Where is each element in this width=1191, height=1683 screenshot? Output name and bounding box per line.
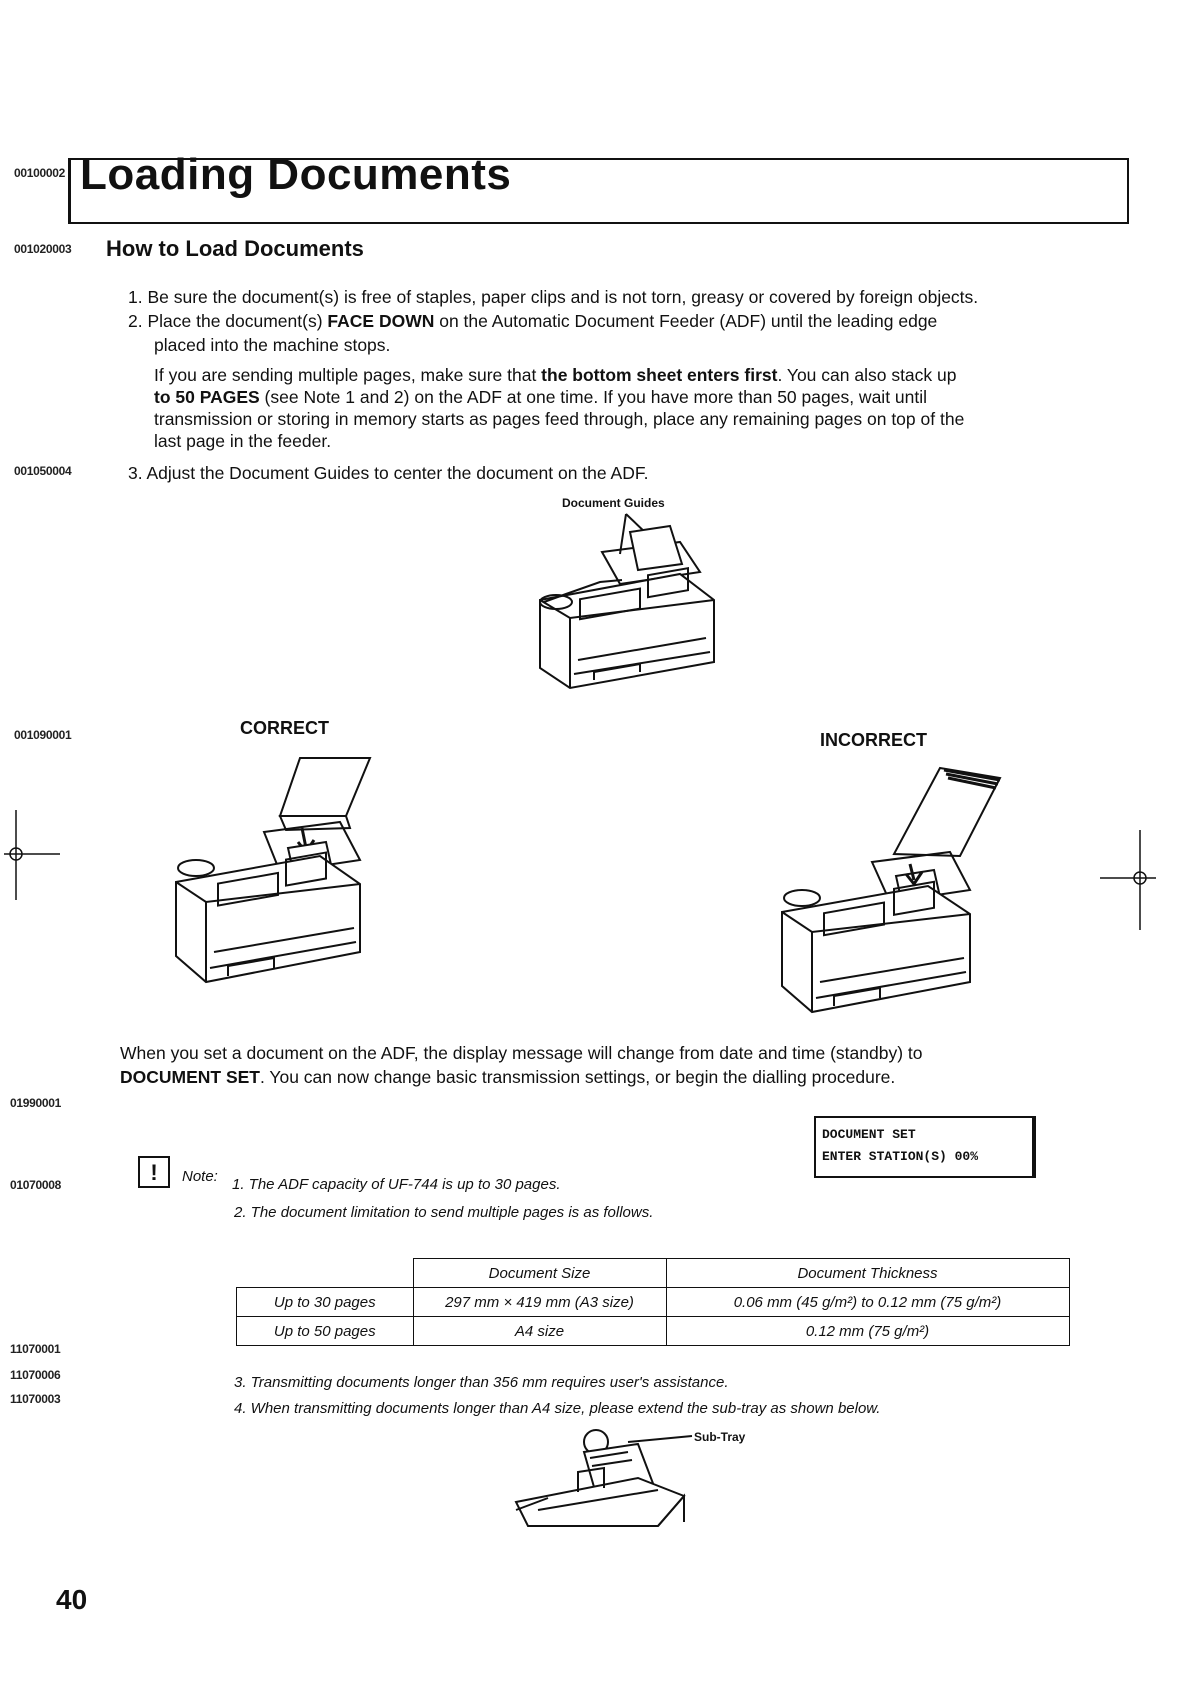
table-cell: Up to 50 pages <box>237 1317 414 1346</box>
margin-code-display: 01990001 <box>10 1096 61 1110</box>
subtray-label: Sub-Tray <box>694 1430 746 1444</box>
table-header-thickness: Document Thickness <box>666 1259 1069 1288</box>
step-2-para-2: to 50 PAGES (see Note 1 and 2) on the ADF at one time. If you have more than 50 pages, wait until <box>154 387 928 407</box>
step-2-para-3: transmission or storing in memory starts as pages feed through, place any remaining pages on top of the <box>154 409 965 429</box>
step-2-cont: placed into the machine stops. <box>154 335 391 355</box>
correct-label: CORRECT <box>240 718 329 738</box>
margin-code-note3: 11070001 <box>10 1342 61 1356</box>
note-4: 4. When transmitting documents longer than A4 size, please extend the sub-tray as shown below. <box>234 1400 881 1417</box>
document-limits-table <box>236 1258 1070 1346</box>
table-header-row <box>237 1259 1070 1288</box>
margin-code-note4a: 11070006 <box>10 1368 61 1382</box>
section-heading: How to Load Documents <box>106 236 364 261</box>
registration-mark-right <box>1100 830 1160 930</box>
note-2: 2. The document limitation to send multiple pages is as follows. <box>234 1204 654 1221</box>
table-cell: 0.06 mm (45 g/m²) to 0.12 mm (75 g/m²) <box>666 1288 1069 1317</box>
note-1: 1. The ADF capacity of UF-744 is up to 30 pages. <box>232 1176 561 1193</box>
lcd-line-2: ENTER STATION(S) 00% <box>822 1149 979 1164</box>
step-1: 1. Be sure the document(s) is free of staples, paper clips and is not torn, greasy or covered by foreign objects. <box>128 287 979 307</box>
margin-code-note: 01070008 <box>10 1178 61 1192</box>
table-cell: Up to 30 pages <box>237 1288 414 1317</box>
display-paragraph-line-2: DOCUMENT SET. You can now change basic transmission settings, or begin the dialling procedure. <box>120 1067 896 1087</box>
margin-code-step3: 001050004 <box>14 464 72 478</box>
lcd-display <box>814 1116 1036 1178</box>
fax-machine-correct-illustration <box>170 756 380 1008</box>
margin-code-subhead: 001020003 <box>14 242 72 256</box>
table-row <box>237 1288 1070 1317</box>
fax-machine-guides-illustration <box>530 512 730 712</box>
incorrect-label: INCORRECT <box>820 730 927 750</box>
subtray-illustration <box>508 1422 708 1534</box>
note-icon: ! <box>138 1156 170 1188</box>
table-row <box>237 1317 1070 1346</box>
document-guides-label: Document Guides <box>562 496 665 510</box>
margin-code-note4b: 11070003 <box>10 1392 61 1406</box>
margin-code-title: 00100002 <box>14 166 65 180</box>
step-3: 3. Adjust the Document Guides to center the document on the ADF. <box>128 463 649 483</box>
table-header-blank <box>237 1259 414 1288</box>
note-3: 3. Transmitting documents longer than 356 mm requires user's assistance. <box>234 1374 729 1391</box>
page-number: 40 <box>56 1584 88 1615</box>
table-cell: A4 size <box>413 1317 666 1346</box>
step-2-para-4: last page in the feeder. <box>154 431 332 451</box>
fax-machine-incorrect-illustration <box>774 766 1004 1038</box>
display-paragraph-line-1: When you set a document on the ADF, the display message will change from date and time (standby) to <box>120 1043 923 1063</box>
margin-code-correct: 001090001 <box>14 728 72 742</box>
step-2: 2. Place the document(s) FACE DOWN on the Automatic Document Feeder (ADF) until the leading edge <box>128 311 938 331</box>
table-header-size: Document Size <box>413 1259 666 1288</box>
lcd-line-1: DOCUMENT SET <box>822 1127 916 1142</box>
table-cell: 297 mm × 419 mm (A3 size) <box>413 1288 666 1317</box>
table-cell: 0.12 mm (75 g/m²) <box>666 1317 1069 1346</box>
registration-mark-left <box>4 810 64 900</box>
note-label: Note: <box>182 1168 218 1185</box>
page-title: Loading Documents <box>80 150 512 199</box>
step-2-para-1: If you are sending multiple pages, make sure that the bottom sheet enters first. You can also stack up <box>154 365 957 385</box>
